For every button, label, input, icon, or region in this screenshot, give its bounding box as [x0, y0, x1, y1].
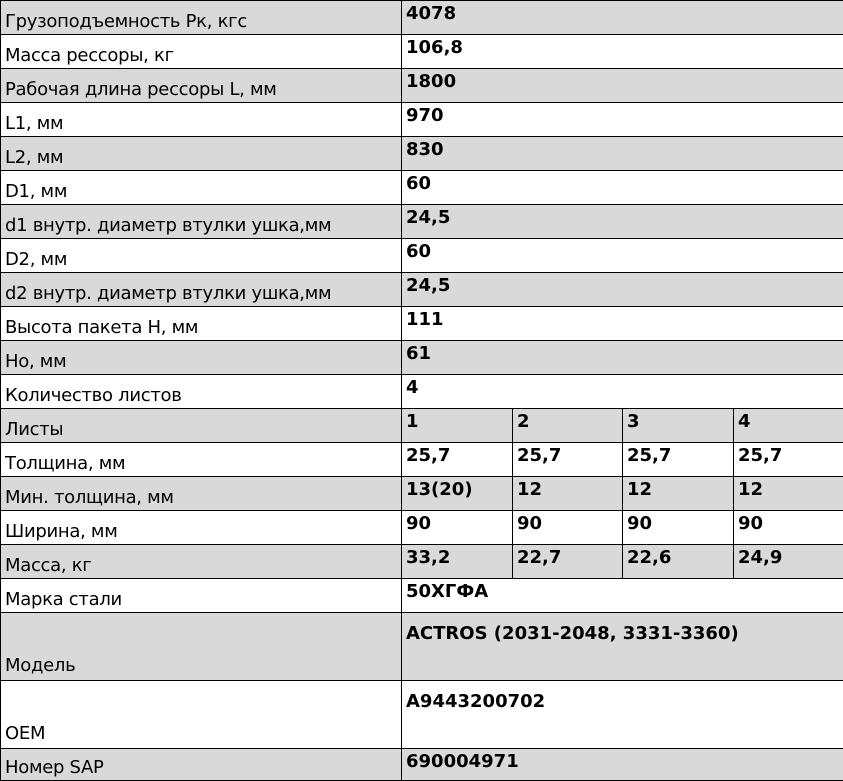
- leaf-cell: 90: [513, 511, 623, 545]
- table-row-steel-grade: [1, 579, 843, 613]
- leaf-cell: 13(20): [402, 477, 513, 511]
- row-value: 970: [402, 103, 843, 137]
- row-label: OEM: [1, 681, 402, 749]
- row-value: 24,5: [402, 273, 843, 307]
- row-label: Марка стали: [1, 579, 402, 613]
- row-label: Hо, мм: [1, 341, 402, 375]
- leaf-cell: 12: [734, 477, 843, 511]
- leaf-cell: 12: [623, 477, 734, 511]
- row-value: 24,5: [402, 205, 843, 239]
- table-row-d1-inner: [1, 205, 843, 239]
- leaf-cell: 90: [734, 511, 843, 545]
- row-value: 4: [402, 375, 843, 409]
- row-label: Грузоподъемность Рк, кгс: [1, 1, 402, 35]
- row-value: 60: [402, 171, 843, 205]
- row-value: 61: [402, 341, 843, 375]
- table-row-model: [1, 613, 843, 681]
- leaf-cell: 25,7: [623, 443, 734, 477]
- leaf-cell: 22,7: [513, 545, 623, 579]
- table-row-leaves: [1, 409, 843, 443]
- row-label: L2, мм: [1, 137, 402, 171]
- row-label: Листы: [1, 409, 402, 443]
- table-row-pack-height: [1, 307, 843, 341]
- row-label: D1, мм: [1, 171, 402, 205]
- row-value: A9443200702: [402, 681, 843, 749]
- row-value: 4078: [402, 1, 843, 35]
- row-value: 1800: [402, 69, 843, 103]
- row-label: Номер SAP: [1, 749, 402, 781]
- row-value: 111: [402, 307, 843, 341]
- row-label: d1 внутр. диаметр втулки ушка,мм: [1, 205, 402, 239]
- row-label: d2 внутр. диаметр втулки ушка,мм: [1, 273, 402, 307]
- table-row-thickness: [1, 443, 843, 477]
- table-row-sap: [1, 749, 843, 781]
- table-row-l1: [1, 103, 843, 137]
- row-label: Толщина, мм: [1, 443, 402, 477]
- table-row-min-thickness: [1, 477, 843, 511]
- table-row-h0: [1, 341, 843, 375]
- table-row-leaf-count: [1, 375, 843, 409]
- row-label: Модель: [1, 613, 402, 681]
- row-label: D2, мм: [1, 239, 402, 273]
- leaf-cell: 90: [402, 511, 513, 545]
- leaf-cell: 1: [402, 409, 513, 443]
- leaf-cell: 2: [513, 409, 623, 443]
- leaf-cell: 12: [513, 477, 623, 511]
- row-label: Ширина, мм: [1, 511, 402, 545]
- row-value: 50ХГФА: [402, 579, 843, 613]
- leaf-cell: 33,2: [402, 545, 513, 579]
- row-label: Рабочая длина рессоры L, мм: [1, 69, 402, 103]
- leaf-cell: 4: [734, 409, 843, 443]
- table-row-spring-mass: [1, 35, 843, 69]
- row-label: Высота пакета H, мм: [1, 307, 402, 341]
- leaf-cell: 25,7: [402, 443, 513, 477]
- row-value: 690004971: [402, 749, 843, 781]
- leaf-cell: 90: [623, 511, 734, 545]
- table-row-width: [1, 511, 843, 545]
- row-value: 830: [402, 137, 843, 171]
- leaf-cell: 3: [623, 409, 734, 443]
- table-row-l2: [1, 137, 843, 171]
- leaf-cell: 25,7: [734, 443, 843, 477]
- row-value: ACTROS (2031-2048, 3331-3360): [402, 613, 843, 681]
- leaf-cell: 24,9: [734, 545, 843, 579]
- row-label: Мин. толщина, мм: [1, 477, 402, 511]
- leaf-cell: 22,6: [623, 545, 734, 579]
- table-row-d2-inner: [1, 273, 843, 307]
- table-row-working-length: [1, 69, 843, 103]
- row-label: Масса, кг: [1, 545, 402, 579]
- table-row-leaf-mass: [1, 545, 843, 579]
- row-label: L1, мм: [1, 103, 402, 137]
- table-row-capacity: [1, 1, 843, 35]
- row-label: Количество листов: [1, 375, 402, 409]
- row-value: 60: [402, 239, 843, 273]
- row-value: 106,8: [402, 35, 843, 69]
- leaf-cell: 25,7: [513, 443, 623, 477]
- row-label: Масса рессоры, кг: [1, 35, 402, 69]
- table-row-d1: [1, 171, 843, 205]
- table-row-d2: [1, 239, 843, 273]
- table-row-oem: [1, 681, 843, 749]
